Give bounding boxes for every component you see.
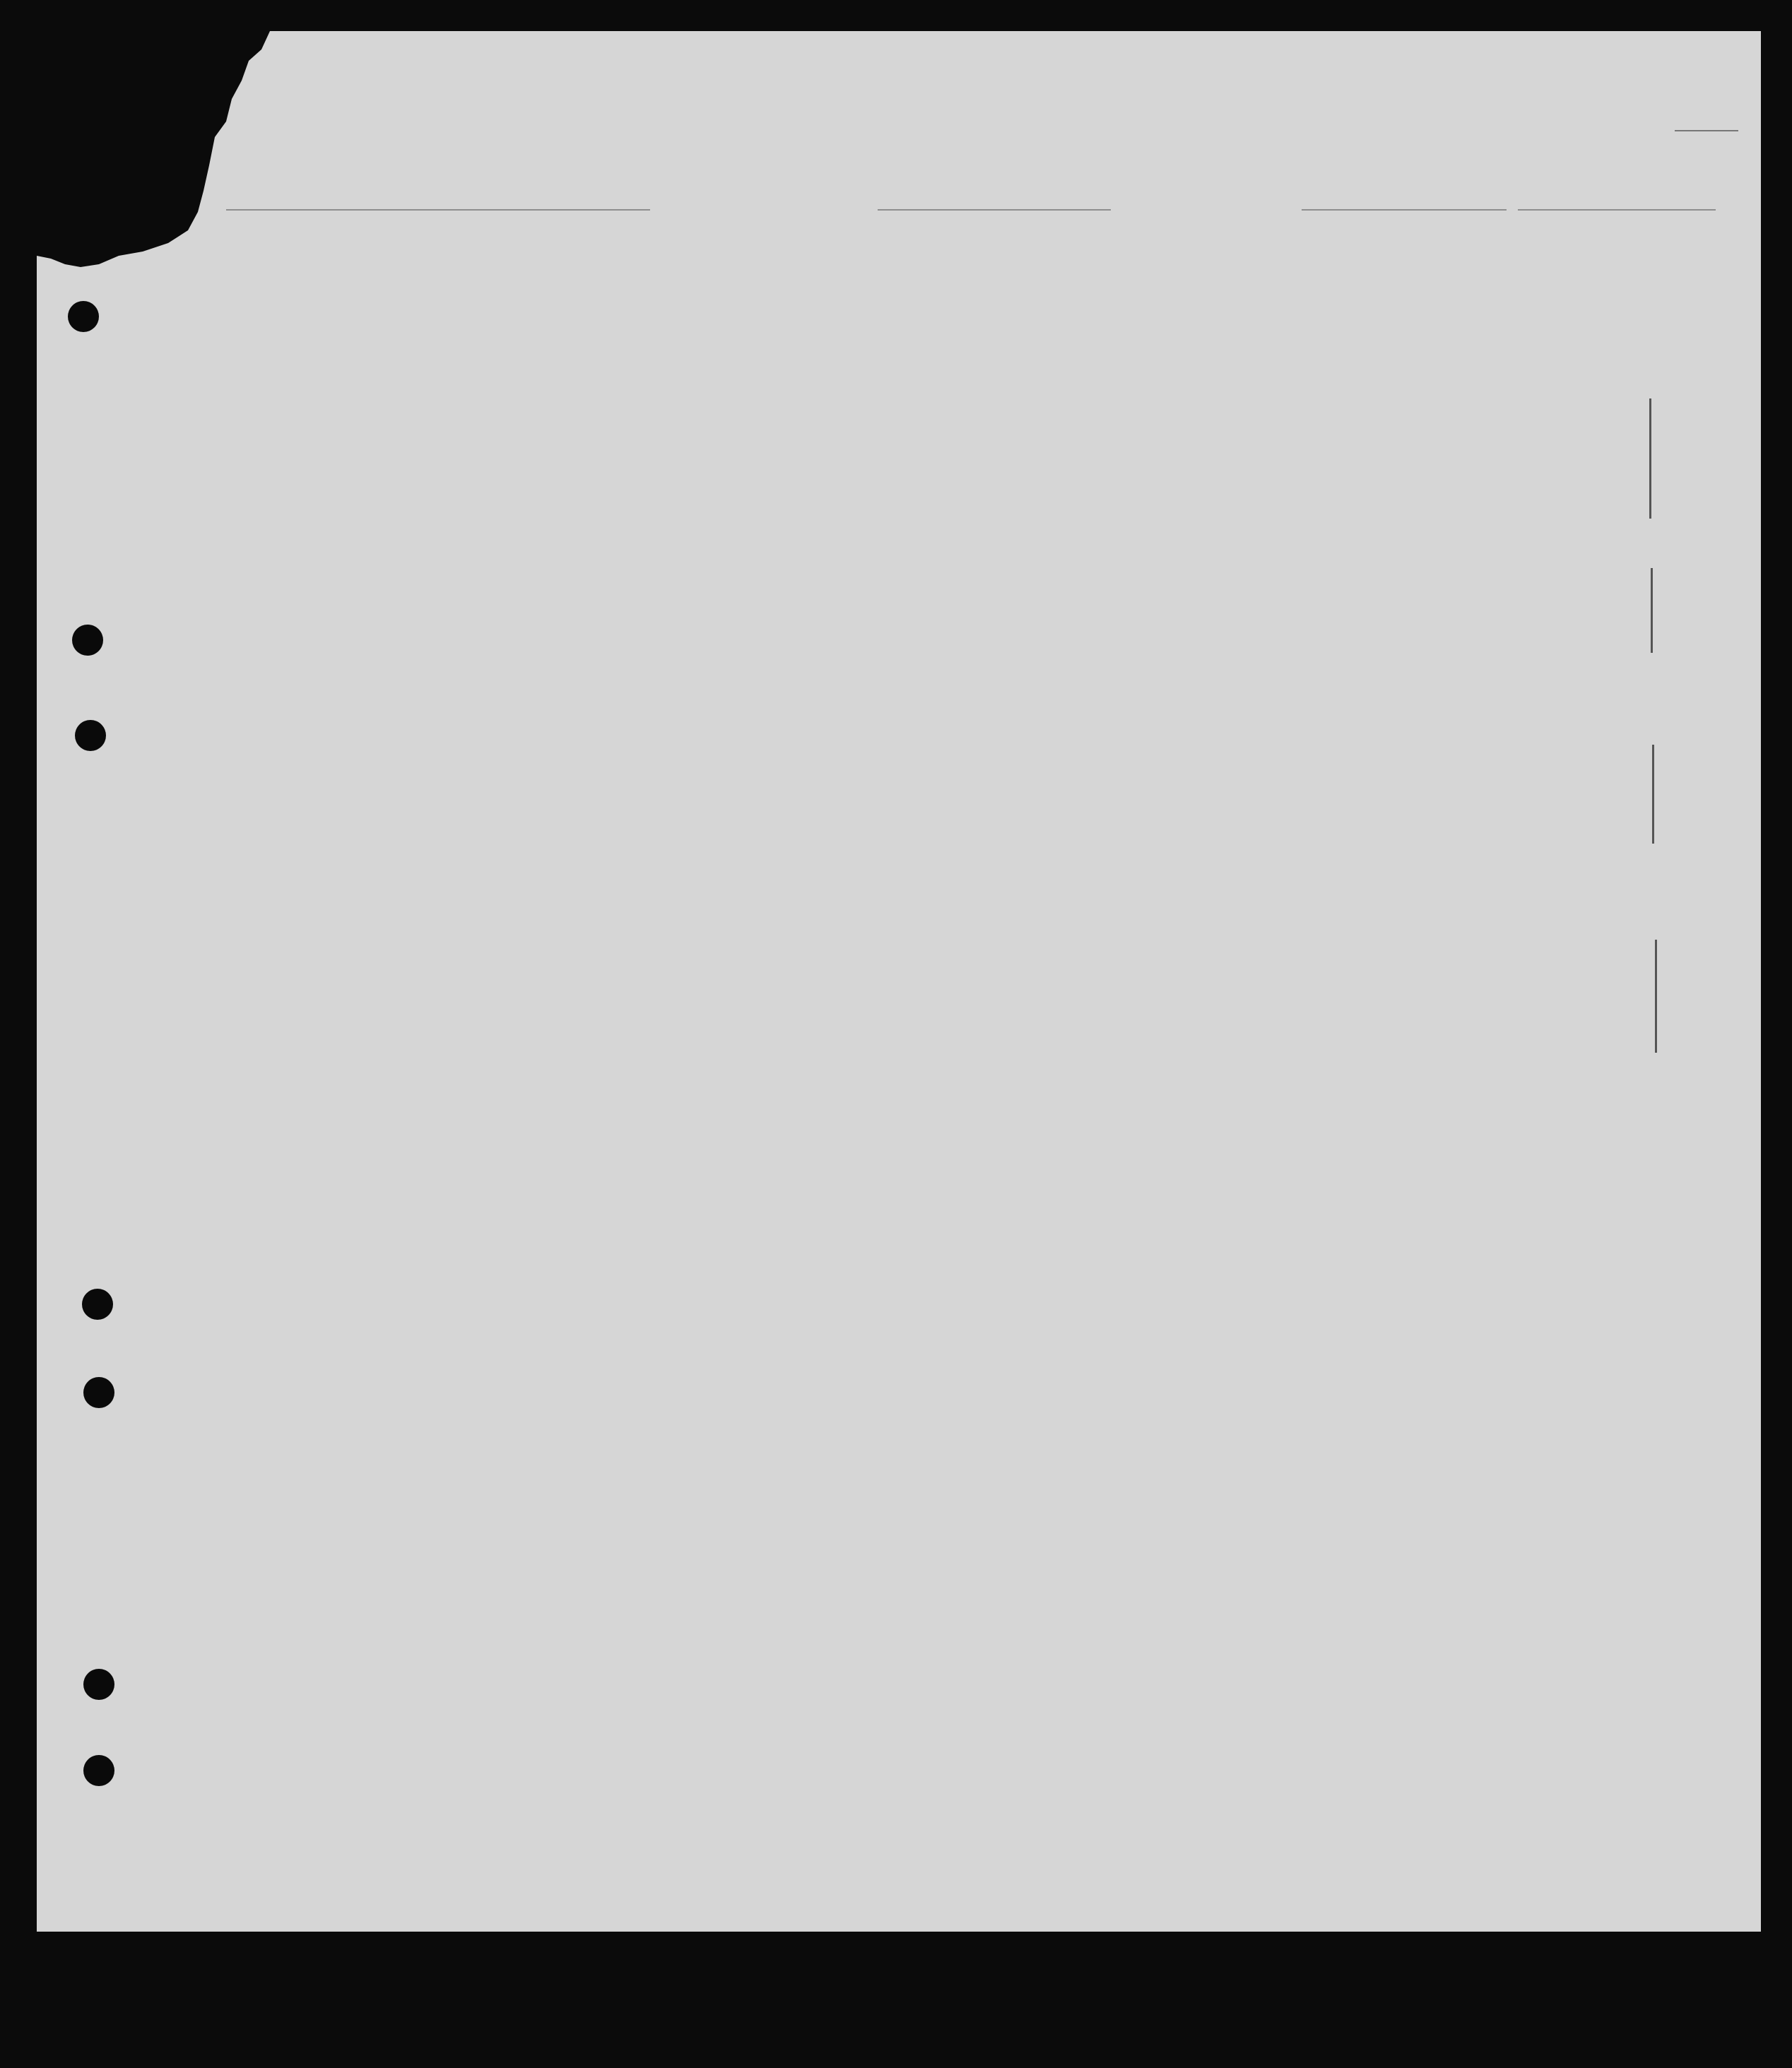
- punch-hole: [68, 301, 99, 332]
- officer-bracket: [1655, 940, 1657, 1053]
- officer-bracket: [1651, 568, 1653, 653]
- rule: [878, 209, 1111, 211]
- officer-bracket: [1652, 745, 1654, 844]
- punch-hole: [83, 1669, 114, 1700]
- punch-hole: [83, 1377, 114, 1408]
- punch-hole: [82, 1289, 113, 1320]
- punch-hole: [72, 625, 103, 656]
- punch-hole: [75, 720, 106, 751]
- punch-hole: [83, 1755, 114, 1786]
- rule: [1302, 209, 1507, 211]
- manifest-sheet: [37, 31, 1761, 1932]
- officer-bracket: [1649, 398, 1651, 519]
- torn-corner: [37, 31, 270, 328]
- rule: [226, 209, 650, 211]
- rule: [1518, 209, 1716, 211]
- sheet-number-line: [1675, 130, 1738, 131]
